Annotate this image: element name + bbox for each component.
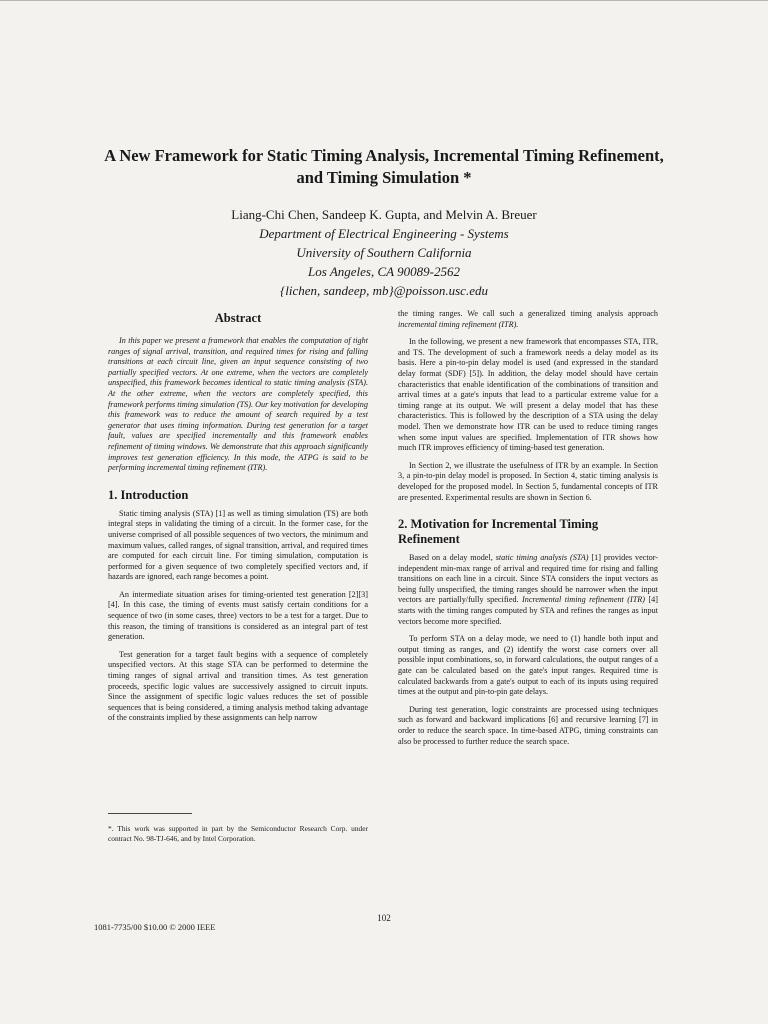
text-run: Based on a delay model, — [409, 553, 496, 563]
section-2-paragraph: To perform STA on a delay mode, we need to (1) handle both input and output timing as ranges, and (2) identify the worst case corners over all possible input combinations, so, in forward calculations, the output ranges of a gate can be calculated based on the gate's input ranges. Required time is calculated backwards from a gate's output to each of its inputs using required times at the output and pin-to-pin gate delays. — [398, 634, 658, 697]
abstract-text: In this paper we present a framework that enables the computation of tight ranges of signal arrival, transition, and required times for rising and falling transitions at each circuit line, given an input sequence consisting of two partially specified vectors. At one extreme, when the vectors are completely unspecified, this framework becomes identical to static timing analysis (STA). At the other extreme, when the vectors are completely specified, this framework performs timing simulation (TS). Our key motivation for developing this framework was to reduce the amount of search required by a test generator that uses timing information. During test generation for a target fault, values are specified incrementally and this framework enables refinement of timing windows. We demonstrate that this approach significantly improves test generation efficiency. In this mode, the ATPG is said to be performing incremental timing refinement (ITR). — [108, 336, 368, 473]
section-2-paragraph — [398, 553, 658, 627]
body-paragraph: In the following, we present a new framework that encompasses STA, ITR, and TS. The development of such a framework needs a delay model as its basis. Here a pin-to-pin delay model is used (and expressed in the standard delay format (SDF) [5]). In addition, the delay model should have certain characteristics that enable identification of the combinations of transition and arrival times at a gate's inputs that lead to a particular extreme value for a timing range at its output. We will present a delay model that has these characteristics. This is followed by the description of a STA using the delay model. Then we demonstrate how ITR can be used to reduce timing ranges when some input values are specified. Implementation of ITR shows how much ITR improves efficiency of timing-based test generation. — [398, 337, 658, 453]
page-number: 102 — [377, 913, 391, 923]
sta-term: static timing analysis (STA) — [495, 553, 589, 563]
author-block — [60, 205, 708, 300]
body-paragraph: In Section 2, we illustrate the usefulness of ITR by an example. In Section 3, a pin-to-pin delay model is proposed. In Section 4, static timing analysis is developed for the proposed model. In Section 5, fundamental concepts of ITR are presented. Experimental results are shown in Section 6. — [398, 460, 658, 502]
section-2-paragraph: During test generation, logic constraints are processed using techniques such as forward and backward implications [6] and recursive learning [7] in order to reduce the search space. In time-based ATPG, timing constraints can also be processed to further reduce the search space. — [398, 704, 658, 746]
section-2-heading: 2. Motivation for Incremental Timing Refinement — [398, 517, 599, 547]
footnote: *. This work was supported in part by the Semiconductor Research Corp. under contract No. 98-TJ-646, and by Intel Corporation. — [108, 824, 368, 843]
itr-term: incremental timing refinement (ITR). — [398, 319, 519, 329]
title-line-2: and Timing Simulation * — [296, 168, 472, 187]
author-university: University of Southern California — [296, 245, 472, 260]
text-run: [1] provides vector-independent min-max range of arrival and required time for rising and falling transitions on each line in a circuit. Since STA considers the input vectors as being fully unspecified, the timing ranges should be narrower when the input vectors are partially/fully specified. — [398, 553, 659, 605]
left-column — [108, 309, 368, 731]
author-names: Liang-Chi Chen, Sandeep K. Gupta, and Melvin A. Breuer — [231, 207, 537, 222]
intro-paragraph: Static timing analysis (STA) [1] as well as timing simulation (TS) are both integral steps in validating the timing of a circuit. In the former case, for the universe comprised of all possible sequences of two vectors, the minimum and maximum values, called ranges, of signal transition, arrival, and required times are computed for each circuit line. For timing simulation, computation is performed for a given sequence of two completely specified vectors and, if hazards are ignored, each range becomes a point. — [108, 508, 368, 582]
intro-paragraph: Test generation for a target fault begins with a sequence of completely unspecified vectors. At this stage STA can be performed to determine the timing ranges of signal arrival and transition times. As test generation proceeds, specific logic values are successively assigned to circuit inputs. Since the assignment of specific logic values reduces the set of possible sequences that is being considered, a timing analysis method taking advantage of the constraints implied by these assignments can help narrow — [108, 649, 368, 723]
intro-paragraph: An intermediate situation arises for timing-oriented test generation [2][3][4]. In this case, the timing of events must satisfy certain conditions for a sequence of two (in some cases, three) vectors to be a test for a target. Due to this reason, the timing of transitions is considered as an integral part of test generation. — [108, 589, 368, 642]
text-run: [4] starts with the timing ranges computed by STA and refines the ranges as input vectors become more specified. — [398, 595, 659, 626]
continued-paragraph — [398, 309, 658, 330]
right-column — [398, 309, 658, 754]
paper-title — [60, 145, 708, 189]
copyright-line: 1081-7735/00 $10.00 © 2000 IEEE — [94, 922, 216, 932]
scan-edge-line — [0, 0, 768, 1]
author-department: Department of Electrical Engineering - Systems — [259, 226, 509, 241]
author-email: {lichen, sandeep, mb}@poisson.usc.edu — [280, 283, 488, 298]
title-line-1: A New Framework for Static Timing Analysis, Incremental Timing Refinement, — [104, 146, 664, 165]
footnote-rule — [108, 813, 192, 814]
continued-text: the timing ranges. We call such a generalized timing analysis approach — [398, 309, 658, 318]
author-city: Los Angeles, CA 90089-2562 — [308, 264, 460, 279]
introduction-heading: 1. Introduction — [108, 487, 189, 502]
itr-term: Incremental timing refinement (ITR) — [522, 595, 646, 605]
abstract-heading: Abstract — [214, 311, 262, 325]
